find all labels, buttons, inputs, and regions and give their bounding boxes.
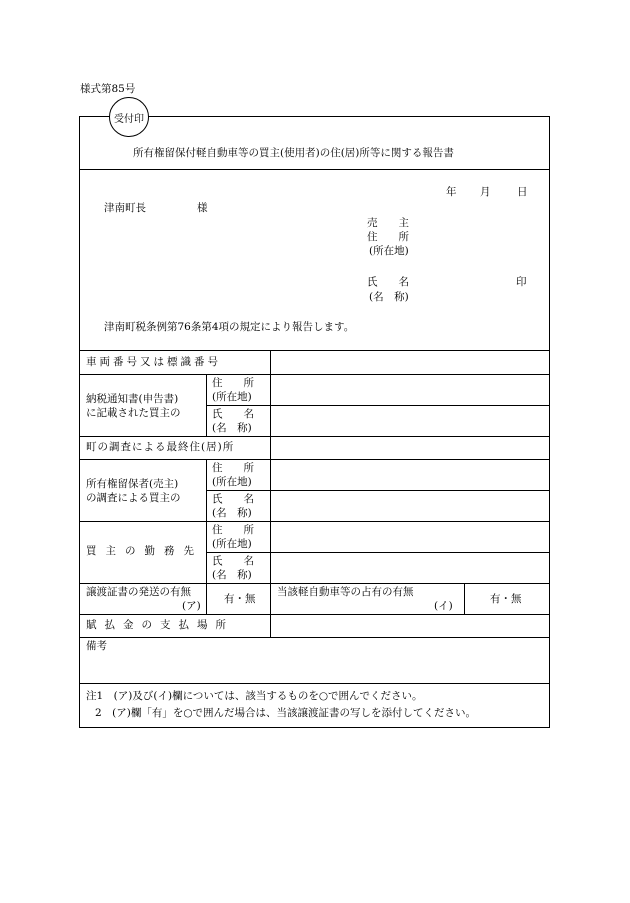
- page-title: 所有権留保付軽自動車等の買主(使用者)の住(居)所等に関する報告書: [133, 147, 454, 159]
- addressee: 津南町長: [104, 202, 146, 214]
- col-divider: [270, 350, 271, 637]
- address-line2: (所在地): [212, 476, 252, 489]
- seller-survey-label-line1: 所有権留保者(売主): [86, 478, 179, 490]
- row-divider: [79, 436, 550, 437]
- tax-notice-name-label: [212, 407, 264, 435]
- possession-yes-no: 有・無: [490, 593, 522, 605]
- col-divider: [464, 583, 465, 614]
- note-2: 2 (ア)欄「有」を○で囲んだ場合は、当該譲渡証書の写しを添付してください。: [95, 707, 477, 719]
- remarks-label: 備考: [86, 640, 107, 652]
- tax-notice-address-label: [212, 376, 264, 404]
- reception-stamp: [109, 97, 149, 137]
- date-day-label: 日: [517, 186, 528, 198]
- tax-notice-label-line1: 納税通知書(申告書): [86, 393, 179, 405]
- tax-notice-label: [86, 392, 181, 420]
- employer-label: 買主の勤務先: [86, 545, 203, 557]
- date-year-label: 年: [446, 186, 457, 198]
- title-divider: [79, 169, 550, 170]
- employer-address-label: [212, 523, 264, 551]
- row-divider: [79, 583, 550, 584]
- vehicle-number-label: 車両番号又は標識番号: [86, 356, 221, 368]
- possession-mark: (イ): [434, 600, 453, 612]
- row-divider: [79, 521, 550, 522]
- address-line1: 住 所: [212, 377, 254, 389]
- tax-notice-label-line2: に記載された買主の: [86, 407, 181, 420]
- row-divider: [206, 552, 550, 553]
- final-address-label: 町の調査による最終住(居)所: [86, 441, 235, 453]
- address-line2: (所在地): [212, 391, 252, 404]
- address-line1: 住 所: [212, 462, 254, 474]
- seller-survey-label: [86, 477, 181, 505]
- seller-survey-name-label: [212, 492, 264, 520]
- col-divider: [206, 459, 207, 614]
- name-line2: (名 称): [212, 507, 252, 520]
- seller-name-label: 氏 名: [367, 276, 409, 288]
- seller-label: 売 主: [367, 217, 409, 229]
- seller-address-sub-label: (所在地): [369, 245, 409, 257]
- seller-survey-label-line2: の調査による買主の: [86, 492, 181, 505]
- note-1: 注1 (ア)及び(イ)欄については、該当するものを○で囲んでください。: [86, 690, 423, 702]
- address-line2: (所在地): [212, 538, 252, 551]
- seal-label: 印: [516, 276, 527, 288]
- col-divider: [206, 374, 207, 436]
- name-line2: (名 称): [212, 422, 252, 435]
- stamp-label: 受付印: [114, 113, 144, 125]
- transfer-cert-mark: (ア): [182, 600, 201, 612]
- report-statement: 津南町税条例第76条第4項の規定により報告します。: [104, 321, 355, 333]
- row-divider: [79, 637, 550, 638]
- name-line1: 氏 名: [212, 555, 254, 567]
- name-line1: 氏 名: [212, 493, 254, 505]
- remarks-divider: [79, 683, 550, 684]
- row-divider: [79, 614, 550, 615]
- seller-survey-address-label: [212, 461, 264, 489]
- row-divider: [206, 490, 550, 491]
- address-line1: 住 所: [212, 524, 254, 536]
- possession-label: 当該軽自動車等の占有の有無: [277, 586, 414, 598]
- header-divider: [79, 350, 550, 351]
- transfer-cert-label: 譲渡証書の発送の有無: [86, 586, 191, 598]
- seller-name-sub-label: (名 称): [369, 291, 409, 303]
- date-month-label: 月: [480, 186, 491, 198]
- employer-name-label: [212, 554, 264, 582]
- row-divider: [79, 459, 550, 460]
- transfer-cert-yes-no: 有・無: [224, 593, 256, 605]
- row-divider: [206, 405, 550, 406]
- name-line2: (名 称): [212, 569, 252, 582]
- payment-place-label: 賦払金の支払場所: [86, 619, 234, 631]
- row-divider: [79, 374, 550, 375]
- honorific: 様: [197, 202, 208, 214]
- name-line1: 氏 名: [212, 408, 254, 420]
- form-number: 様式第85号: [80, 83, 136, 95]
- seller-address-label: 住 所: [367, 231, 409, 243]
